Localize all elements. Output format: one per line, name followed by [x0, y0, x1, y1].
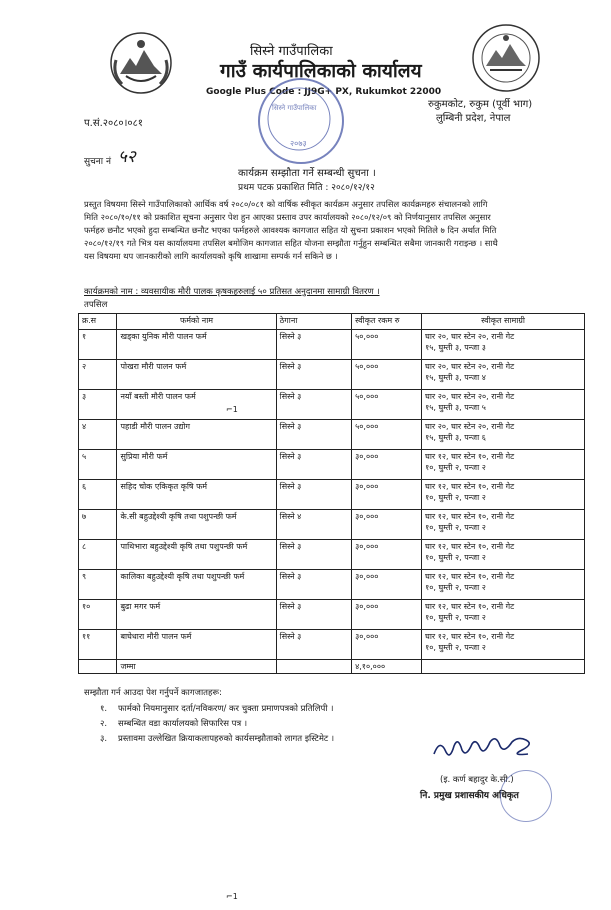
- table-row: [79, 510, 585, 540]
- cell-amount: ३०,०००: [352, 570, 422, 600]
- materials-line: १०, घुम्ती २, पन्जा २: [425, 553, 486, 562]
- cell-sn: ११: [79, 630, 117, 660]
- materials-line: १५, घुम्ती ३, पन्जा ४: [425, 373, 486, 382]
- materials-line: घार २०, घार स्टेन २०, रानी गेट: [425, 362, 515, 371]
- cell-firm: कालिका बहुउद्देश्यी कृषि तथा पशुपन्छी फर्म: [117, 570, 276, 600]
- nepal-emblem-logo: [108, 30, 174, 96]
- cell-address: सिस्ने ३: [276, 480, 351, 510]
- notice-body-line: यस विषयमा थप जानकारीको लागि कार्यालयको कृषि शाखामा सम्पर्क गर्न सकिने छ ।: [84, 251, 338, 261]
- cell-sn: १०: [79, 600, 117, 630]
- office-name: गाउँ कार्यपालिकाको कार्यालय: [220, 60, 422, 82]
- cell-materials: [422, 570, 585, 600]
- total-label: जम्मा: [117, 660, 276, 674]
- materials-line: १०, घुम्ती २, पन्जा २: [425, 583, 486, 592]
- cell-amount: ३०,०००: [352, 600, 422, 630]
- cell-sn: ४: [79, 420, 117, 450]
- documents-title: सम्झौता गर्न आउदा पेश गर्नुपर्ने कागजातहरू:: [84, 688, 222, 698]
- cell-address: सिस्ने ३: [276, 600, 351, 630]
- cell-address: सिस्ने ३: [276, 390, 351, 420]
- cell-amount: ५०,०००: [352, 360, 422, 390]
- cell-firm: पोखरा मौरी पालन फर्म: [117, 360, 276, 390]
- document-item-text: फार्मको नियमानुसार दर्ता/नविकरण/ कर चुक्ता प्रमाणपत्रको प्रतिलिपी ।: [118, 704, 334, 714]
- address-line-1: रुकुमकोट, रुकुम (पूर्वी भाग): [428, 99, 533, 110]
- materials-line: घार २०, घार स्टेन २०, रानी गेट: [425, 332, 515, 341]
- materials-line: घार १२, घार स्टेन १०, रानी गेट: [425, 542, 515, 551]
- materials-line: १०, घुम्ती २, पन्जा २: [425, 463, 486, 472]
- cell-materials: [422, 600, 585, 630]
- program-name: कार्यक्रमको नाम : व्यवसायीक मौरी पालक कृषकहरुलाई ५० प्रतिसत अनुदानमा सामाग्री वितरण ।: [84, 287, 380, 297]
- cell-materials: [422, 360, 585, 390]
- cell-firm: खड्का युनिक मौरी पालन फर्म: [117, 330, 276, 360]
- col-header-materials: स्वीकृत सामाग्री: [422, 314, 585, 330]
- cell-empty: [276, 660, 351, 674]
- cell-materials: [422, 630, 585, 660]
- notice-body-line: प्रस्तुत विषयमा सिस्ने गाउँपालिकाको आर्थिक वर्ष २०८०/०८१ को वार्षिक स्वीकृत कार्यक्रम अनुसार तपसिल कार्यक्रमहरु संचालनको लागि: [84, 199, 488, 209]
- cell-amount: ५०,०००: [352, 420, 422, 450]
- cell-firm: के.सी बहुउद्देश्यी कृषि तथा पशुपन्छी फर्म: [117, 510, 276, 540]
- materials-line: घार २०, घार स्टेन २०, रानी गेट: [425, 392, 515, 401]
- materials-line: घार १२, घार स्टेन १०, रानी गेट: [425, 602, 515, 611]
- materials-line: १०, घुम्ती २, पन्जा २: [425, 643, 486, 652]
- cell-materials: [422, 540, 585, 570]
- document-item-text: प्रस्तावमा उल्लेखित क्रियाकलापहरुको कार्यसम्झौताको लागत इस्टिमेट ।: [118, 734, 335, 744]
- col-header-firm: फर्मको नाम: [117, 314, 276, 330]
- municipality-logo: [470, 22, 542, 94]
- cell-firm: सुप्रिया मौरी फर्म: [117, 450, 276, 480]
- municipality-name: सिस्ने गाउँपालिका: [250, 44, 333, 59]
- materials-line: घार २०, घार स्टेन २०, रानी गेट: [425, 422, 515, 431]
- signatory-name: (इ. कर्ण बहादुर के.सी.): [440, 775, 514, 785]
- cell-empty: [79, 660, 117, 674]
- materials-line: घार १२, घार स्टेन १०, रानी गेट: [425, 512, 515, 521]
- table-row: [79, 480, 585, 510]
- notice-body-line: मिति २०८०/१०/११ को प्रकाशित सूचना अनुसार पेश हुन आएका प्रस्ताव उपर कार्यालयको २०८०/१२/०९ को निर्णयानुसार तपसिल अनुसार: [84, 212, 491, 222]
- cell-firm: पहाडी मौरी पालन उद्योग: [117, 420, 276, 450]
- notice-subtitle: प्रथम पटक प्रकाशित मिति : २०८०/१२/१२: [238, 183, 375, 193]
- document-item-number: २.: [100, 719, 108, 729]
- cell-materials: [422, 480, 585, 510]
- cell-materials: [422, 330, 585, 360]
- cell-address: सिस्ने ३: [276, 630, 351, 660]
- materials-line: १०, घुम्ती २, पन्जा २: [425, 523, 486, 532]
- tapsil-label: तपसिल: [84, 300, 108, 310]
- cell-address: सिस्ने ४: [276, 510, 351, 540]
- notice-body-line: २०८०/१२/१९ गते भित्र यस कार्यालयमा तपसिल बमोजिम कागजात सहित योजना सम्झौता गर्नुहुन सम्बन्धित सबैमा जानकारी गराइन्छ । साथै: [84, 238, 498, 248]
- table-row: [79, 450, 585, 480]
- table-row: [79, 390, 585, 420]
- cell-amount: ३०,०००: [352, 480, 422, 510]
- cell-amount: ५०,०००: [352, 390, 422, 420]
- cell-amount: ३०,०००: [352, 630, 422, 660]
- cell-firm: पाथिभारा बहुउद्देश्यी कृषि तथा पशुपन्छी फर्म: [117, 540, 276, 570]
- notice-title: कार्यक्रम सम्झौता गर्ने सम्बन्धी सुचना ।: [238, 168, 376, 179]
- materials-line: घार १२, घार स्टेन १०, रानी गेट: [425, 452, 515, 461]
- materials-line: घार १२, घार स्टेन १०, रानी गेट: [425, 572, 515, 581]
- document-item-number: १.: [100, 704, 108, 714]
- cell-sn: ५: [79, 450, 117, 480]
- cell-materials: [422, 510, 585, 540]
- materials-line: १५, घुम्ती ३, पन्जा ५: [425, 403, 486, 412]
- document-item-number: ३.: [100, 734, 108, 744]
- cell-address: सिस्ने ३: [276, 570, 351, 600]
- cell-sn: २: [79, 360, 117, 390]
- col-header-amount: स्वीकृत रकम रु: [352, 314, 422, 330]
- cell-materials: [422, 420, 585, 450]
- table-row: [79, 420, 585, 450]
- materials-line: १०, घुम्ती २, पन्जा २: [425, 613, 486, 622]
- cell-sn: ६: [79, 480, 117, 510]
- cell-firm: बाघेधारा मौरी पालन फर्म: [117, 630, 276, 660]
- plus-code: Google Plus Code : JJ9G+ PX, Rukumkot 22000: [206, 87, 442, 97]
- table-row: [79, 600, 585, 630]
- cell-sn: ३: [79, 390, 117, 420]
- cell-address: सिस्ने ३: [276, 330, 351, 360]
- materials-line: घार १२, घार स्टेन १०, रानी गेट: [425, 632, 515, 641]
- cell-sn: १: [79, 330, 117, 360]
- total-amount: ४,१०,०००: [352, 660, 422, 674]
- cell-amount: ३०,०००: [352, 510, 422, 540]
- address-line-2: लुम्बिनी प्रदेश, नेपाल: [436, 113, 511, 124]
- materials-line: १५, घुम्ती ३, पन्जा ३: [425, 343, 486, 352]
- stamp-text: सिस्ने गाउँपालिका: [272, 104, 317, 112]
- notice-body-line: फर्महरु छनौट भएको हुदा सम्बन्धित छनौट भएका फर्महरुले आवश्यक कागजात सहित यो सुचना प्रकाशन भएको मितिले ७ दिन अर्थात मिति: [84, 225, 497, 235]
- cell-address: सिस्ने ३: [276, 450, 351, 480]
- page-mark: ⌐1: [226, 892, 238, 901]
- office-stamp: [258, 78, 344, 164]
- cell-sn: ७: [79, 510, 117, 540]
- cell-empty: [422, 660, 585, 674]
- table-header-row: [79, 314, 585, 330]
- table-row: [79, 540, 585, 570]
- notice-number-label: सुचना नं: [84, 157, 111, 167]
- materials-line: घार १२, घार स्टेन १०, रानी गेट: [425, 482, 515, 491]
- signature-stamp: [500, 770, 552, 822]
- col-header-sn: क्र.स: [79, 314, 117, 330]
- notice-number-value: ५२: [118, 147, 136, 167]
- cell-firm: सहिद चोक एकिकृत कृषि फर्म: [117, 480, 276, 510]
- document-item-text: सम्बन्धित वडा कार्यालयको सिफारिस पत्र ।: [118, 719, 248, 729]
- reference-number: प.सं.२०८०।०८१: [84, 118, 143, 129]
- table-row: [79, 330, 585, 360]
- signatory-title: नि. प्रमुख प्रशासकीय अधिकृत: [420, 791, 519, 801]
- program-table: [78, 313, 585, 674]
- materials-line: १०, घुम्ती २, पन्जा २: [425, 493, 486, 502]
- cell-address: सिस्ने ३: [276, 420, 351, 450]
- col-header-address: ठेगाना: [276, 314, 351, 330]
- cell-address: सिस्ने ३: [276, 360, 351, 390]
- cell-sn: ९: [79, 570, 117, 600]
- cell-materials: [422, 450, 585, 480]
- cell-firm: बुढा मगर फर्म: [117, 600, 276, 630]
- cell-firm: नयाँ बस्ती मौरी पालन फर्म: [117, 390, 276, 420]
- handwritten-signature: [430, 732, 540, 762]
- table-row: [79, 630, 585, 660]
- table-total-row: [79, 660, 585, 674]
- cell-amount: ५०,०००: [352, 330, 422, 360]
- table-row: [79, 360, 585, 390]
- cell-amount: ३०,०००: [352, 540, 422, 570]
- page-mark: ⌐1: [226, 405, 238, 414]
- cell-sn: ८: [79, 540, 117, 570]
- stamp-year: २०७३: [290, 139, 307, 148]
- cell-amount: ३०,०००: [352, 450, 422, 480]
- materials-line: १५, घुम्ती ३, पन्जा ६: [425, 433, 486, 442]
- cell-address: सिस्ने ३: [276, 540, 351, 570]
- cell-materials: [422, 390, 585, 420]
- table-row: [79, 570, 585, 600]
